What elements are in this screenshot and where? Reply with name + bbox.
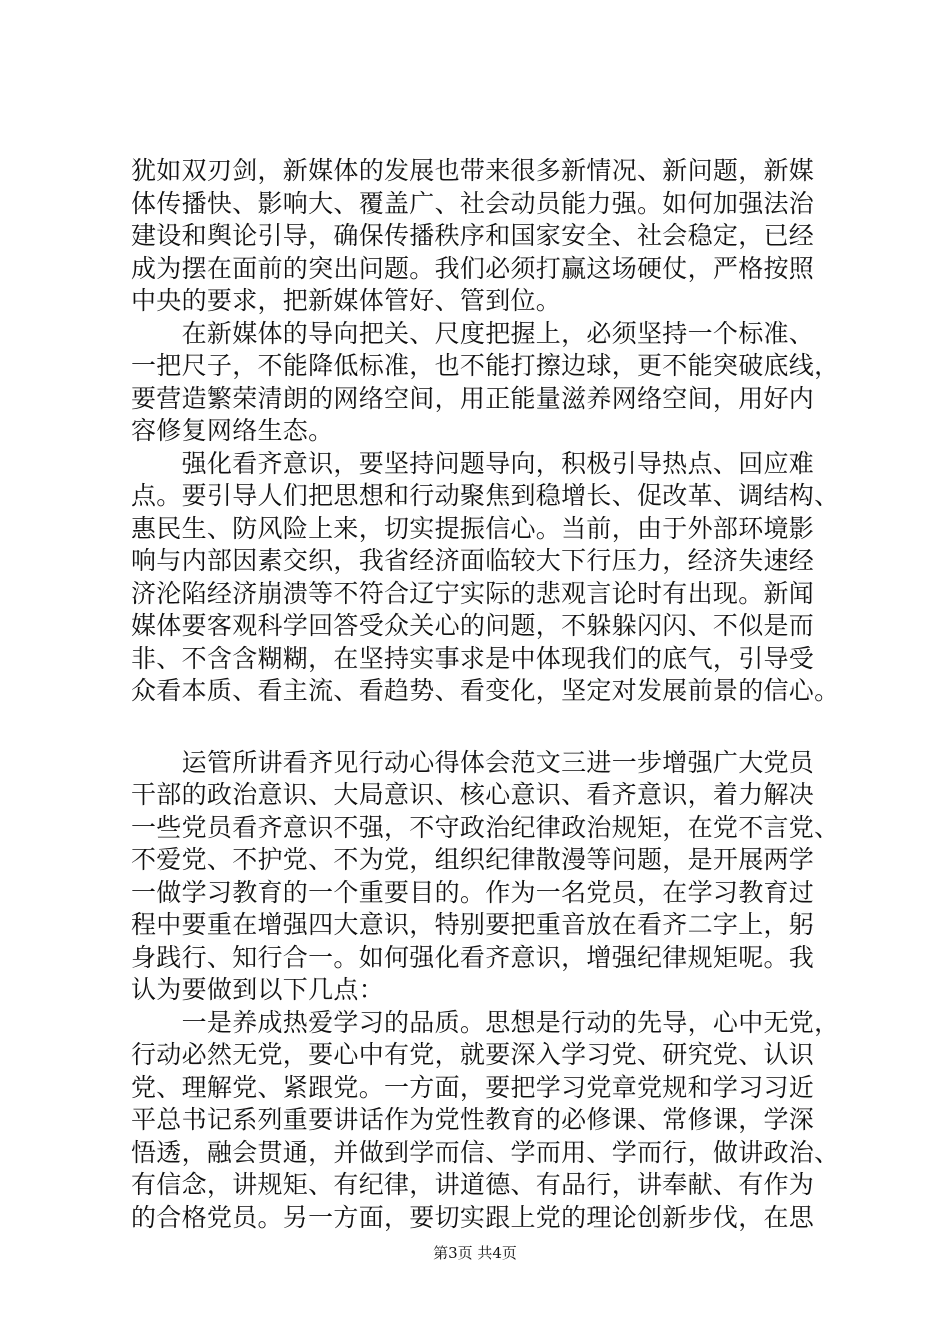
text-line: 容修复网络生态。 <box>131 416 334 445</box>
text-line: 认为要做到以下几点： <box>131 975 385 1004</box>
text-line: 平总书记系列重要讲话作为党性教育的必修课、常修课，学深 <box>131 1105 815 1134</box>
text-line: 体传播快、影响大、覆盖广、社会动员能力强。如何加强法治 <box>131 188 815 218</box>
text-line: 成为摆在面前的突出问题。我们必须打赢这场硬仗，严格按照 <box>131 253 815 283</box>
text-line: 运管所讲看齐见行动心得体会范文三进一步增强广大党员 <box>131 747 815 777</box>
text-line: 身践行、知行合一。如何强化看齐意识，增强纪律规矩呢。我 <box>131 942 815 972</box>
text-line: 响与内部因素交织，我省经济面临较大下行压力，经济失速经 <box>131 546 815 575</box>
text-line: 干部的政治意识、大局意识、核心意识、看齐意识，着力解决 <box>131 780 815 809</box>
text-line: 媒体要客观科学回答受众关心的问题，不躲躲闪闪、不似是而 <box>131 611 815 640</box>
text-line: 在新媒体的导向把关、尺度把握上，必须坚持一个标准、 <box>131 318 815 348</box>
text-line: 一做学习教育的一个重要目的。作为一名党员，在学习教育过 <box>131 877 815 907</box>
text-line: 非、不含含糊糊，在坚持实事求是中体现我们的底气，引导受 <box>131 643 815 673</box>
text-line: 一把尺子，不能降低标准，也不能打擦边球，更不能突破底线， <box>131 351 840 380</box>
paragraph-3 <box>131 448 840 708</box>
text-line: 的合格党员。另一方面，要切实跟上党的理论创新步伐，在思 <box>131 1202 815 1232</box>
text-line: 建设和舆论引导，确保传播秩序和国家安全、社会稳定，已经 <box>131 221 815 250</box>
text-line: 众看本质、看主流、看趋势、看变化，坚定对发展前景的信心。 <box>131 676 840 705</box>
text-line: 点。要引导人们把思想和行动聚焦到稳增长、促改革、调结构、 <box>131 481 840 510</box>
text-line: 犹如双刃剑，新媒体的发展也带来很多新情况、新问题，新媒 <box>131 156 815 185</box>
paragraph-1 <box>131 155 831 318</box>
text-line: 要营造繁荣清朗的网络空间，用正能量滋养网络空间，用好内 <box>131 383 815 413</box>
text-line: 党、理解党、紧跟党。一方面，要把学习党章党规和学习习近 <box>131 1072 815 1102</box>
paragraph-4 <box>131 747 840 1007</box>
text-line: 中央的要求，把新媒体管好、管到位。 <box>131 286 562 315</box>
text-line: 有信念，讲规矩、有纪律，讲道德、有品行，讲奉献、有作为 <box>131 1170 815 1199</box>
text-line: 程中要重在增强四大意识，特别要把重音放在看齐二字上，躬 <box>131 910 815 939</box>
paragraph-5 <box>131 1007 840 1235</box>
text-line: 一些党员看齐意识不强，不守政治纪律政治规矩，在党不言党、 <box>131 812 840 842</box>
document-body <box>131 155 840 1234</box>
paragraph-gap <box>131 708 831 747</box>
text-line: 济沦陷经济崩溃等不符合辽宁实际的悲观言论时有出现。新闻 <box>131 578 815 608</box>
text-line: 悟透，融会贯通，并做到学而信、学而用、学而行，做讲政治、 <box>131 1137 840 1167</box>
text-line: 行动必然无党，要心中有党，就要深入学习党、研究党、认识 <box>131 1040 815 1069</box>
text-line: 惠民生、防风险上来，切实提振信心。当前，由于外部环境影 <box>131 513 815 543</box>
page-number-footer: 第3页 共4页 <box>433 1244 517 1262</box>
text-line: 不爱党、不护党、不为党，组织纪律散漫等问题，是开展两学 <box>131 845 815 874</box>
text-line: 强化看齐意识，要坚持问题导向，积极引导热点、回应难 <box>131 448 815 478</box>
text-line: 一是养成热爱学习的品质。思想是行动的先导，心中无党， <box>131 1007 840 1037</box>
paragraph-2 <box>131 318 840 448</box>
